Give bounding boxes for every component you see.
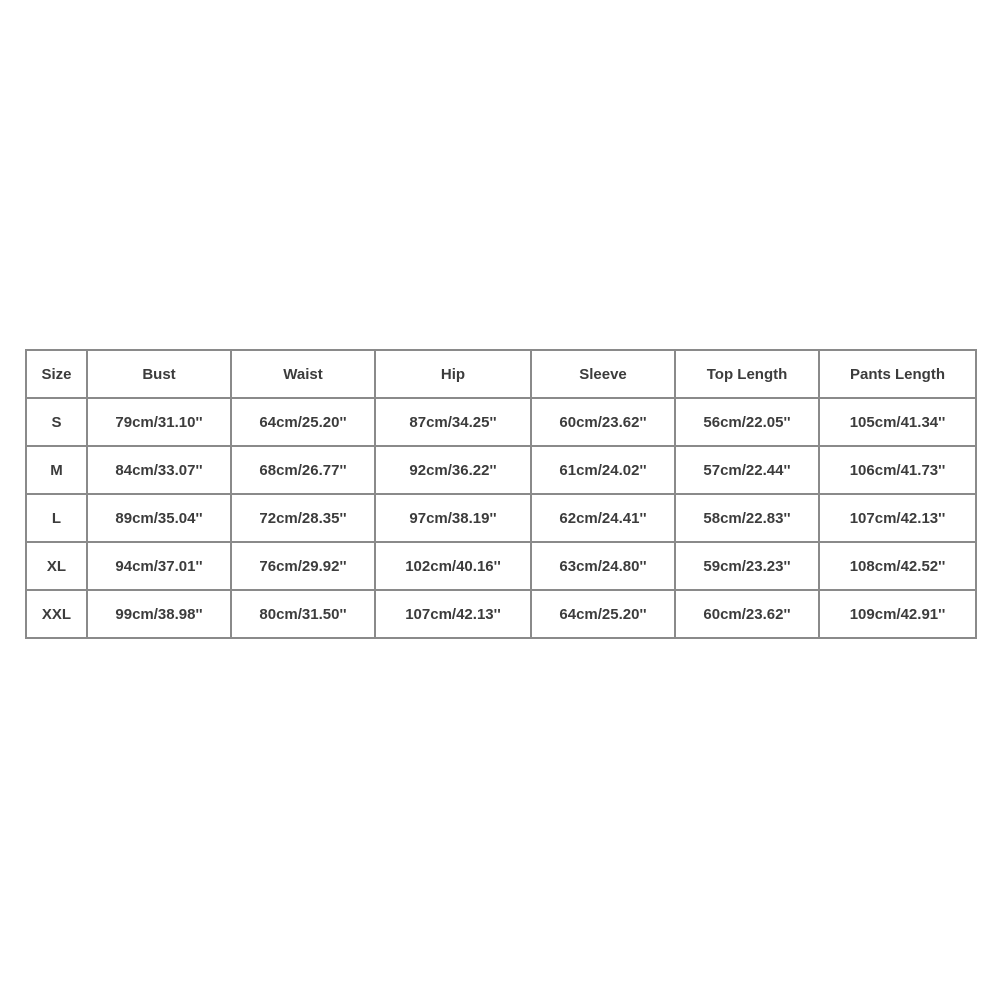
bust-cell: 99cm/38.98'' — [87, 590, 231, 638]
size-chart-table — [25, 349, 977, 639]
sleeve-cell: 60cm/23.62'' — [531, 398, 675, 446]
sleeve-cell: 63cm/24.80'' — [531, 542, 675, 590]
waist-cell: 80cm/31.50'' — [231, 590, 375, 638]
hip-cell: 102cm/40.16'' — [375, 542, 531, 590]
pants-length-cell: 107cm/42.13'' — [819, 494, 976, 542]
waist-cell: 68cm/26.77'' — [231, 446, 375, 494]
table-row — [26, 446, 976, 494]
hip-cell: 97cm/38.19'' — [375, 494, 531, 542]
top-length-cell: 59cm/23.23'' — [675, 542, 819, 590]
waist-cell: 64cm/25.20'' — [231, 398, 375, 446]
bust-cell: 79cm/31.10'' — [87, 398, 231, 446]
table-body — [26, 398, 976, 638]
header-row — [26, 350, 976, 398]
size-cell: S — [26, 398, 87, 446]
sleeve-cell: 62cm/24.41'' — [531, 494, 675, 542]
header-bust: Bust — [87, 350, 231, 398]
top-length-cell: 60cm/23.62'' — [675, 590, 819, 638]
header-sleeve: Sleeve — [531, 350, 675, 398]
size-cell: XXL — [26, 590, 87, 638]
table-header — [26, 350, 976, 398]
hip-cell: 92cm/36.22'' — [375, 446, 531, 494]
pants-length-cell: 109cm/42.91'' — [819, 590, 976, 638]
sleeve-cell: 61cm/24.02'' — [531, 446, 675, 494]
table-row — [26, 494, 976, 542]
header-top-length: Top Length — [675, 350, 819, 398]
top-length-cell: 58cm/22.83'' — [675, 494, 819, 542]
table-row — [26, 398, 976, 446]
header-pants-length: Pants Length — [819, 350, 976, 398]
size-cell: M — [26, 446, 87, 494]
size-cell: L — [26, 494, 87, 542]
hip-cell: 87cm/34.25'' — [375, 398, 531, 446]
table-row — [26, 542, 976, 590]
pants-length-cell: 108cm/42.52'' — [819, 542, 976, 590]
bust-cell: 89cm/35.04'' — [87, 494, 231, 542]
hip-cell: 107cm/42.13'' — [375, 590, 531, 638]
pants-length-cell: 105cm/41.34'' — [819, 398, 976, 446]
waist-cell: 76cm/29.92'' — [231, 542, 375, 590]
header-hip: Hip — [375, 350, 531, 398]
header-size: Size — [26, 350, 87, 398]
size-cell: XL — [26, 542, 87, 590]
bust-cell: 94cm/37.01'' — [87, 542, 231, 590]
sleeve-cell: 64cm/25.20'' — [531, 590, 675, 638]
top-length-cell: 57cm/22.44'' — [675, 446, 819, 494]
waist-cell: 72cm/28.35'' — [231, 494, 375, 542]
pants-length-cell: 106cm/41.73'' — [819, 446, 976, 494]
table-row — [26, 590, 976, 638]
top-length-cell: 56cm/22.05'' — [675, 398, 819, 446]
bust-cell: 84cm/33.07'' — [87, 446, 231, 494]
header-waist: Waist — [231, 350, 375, 398]
